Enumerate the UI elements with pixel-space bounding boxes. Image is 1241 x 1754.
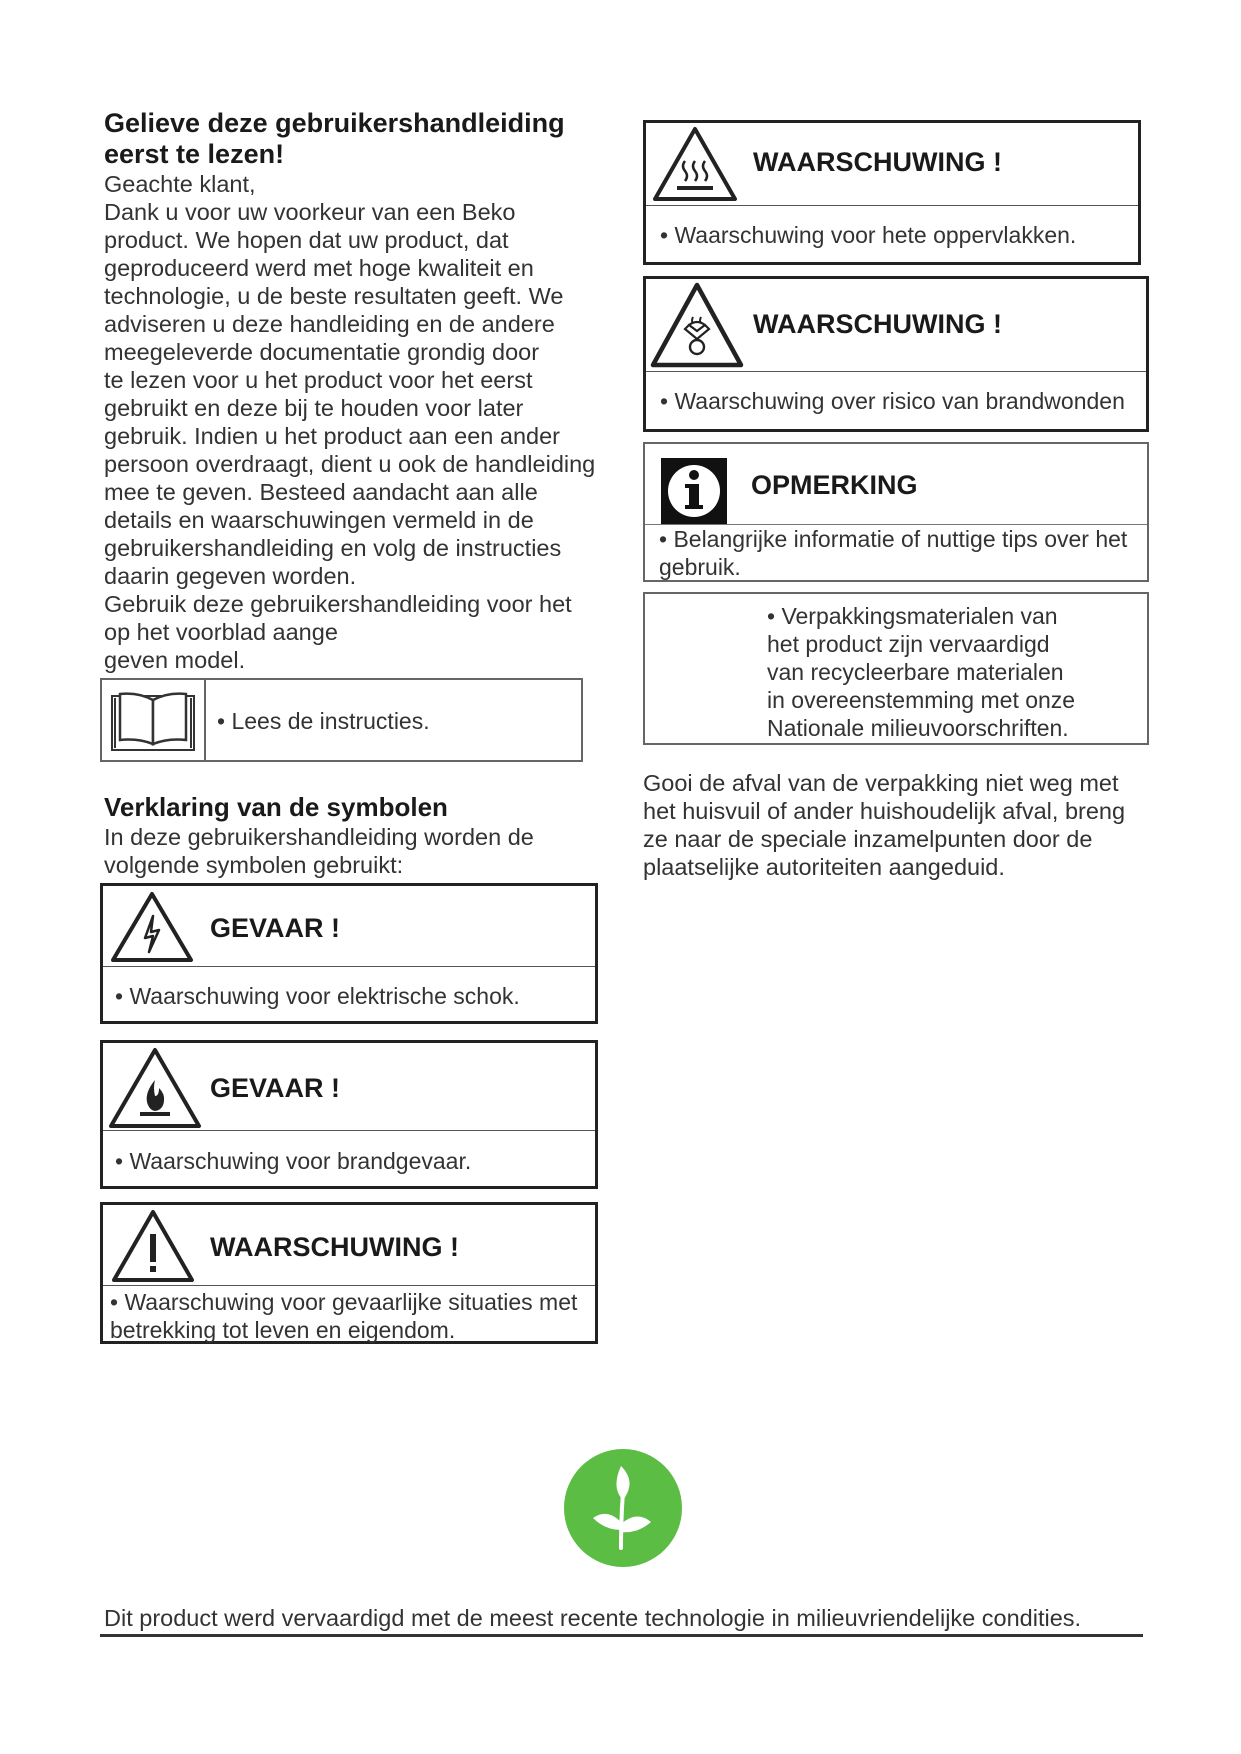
intro-line: gebruikt en deze bij te houden voor later — [104, 395, 524, 421]
recycle-line: het product zijn vervaardigd — [767, 631, 1050, 657]
note-box — [643, 442, 1149, 582]
box-title: OPMERKING — [751, 470, 918, 500]
recycle-line: van recycleerbare materialen — [767, 659, 1064, 685]
intro-line: mee te geven. Besteed aandacht aan alle — [104, 479, 538, 505]
box-desc: • Waarschuwing voor hete oppervlakken. — [660, 222, 1077, 248]
intro-line: technologie, u de beste resultaten geeft. We — [104, 283, 564, 309]
hot-surface-icon — [651, 125, 739, 203]
intro-line: Dank u voor uw voorkeur van een Beko — [104, 199, 516, 225]
symbols-section — [104, 792, 614, 879]
box-desc: • Waarschuwing over risico van brandwonden — [660, 388, 1125, 414]
info-icon — [661, 458, 727, 524]
danger-electric-box — [100, 883, 598, 1024]
recycle-line: in overeenstemming met onze — [767, 687, 1076, 713]
book-icon-cell — [102, 680, 206, 760]
electric-warning-icon — [109, 890, 195, 964]
intro-line: Gebruik deze gebruikershandleiding voor het — [104, 591, 572, 617]
box-title: GEVAAR ! — [210, 1073, 341, 1103]
read-instructions-box — [100, 678, 583, 762]
box-desc-line: • Belangrijke informatie of nuttige tips over het — [659, 526, 1128, 552]
box-desc-line: betrekking tot leven en eigendom. — [110, 1317, 456, 1343]
fire-warning-icon — [107, 1046, 203, 1130]
intro-line: geven model. — [104, 647, 246, 673]
intro-body — [104, 170, 614, 674]
disposal-line: plaatselijke autoriteiten aangeduid. — [643, 854, 1005, 880]
box-title: GEVAAR ! — [210, 913, 341, 943]
intro-heading-line: Gelieve deze gebruikershandleiding — [104, 108, 565, 138]
book-icon — [110, 688, 196, 752]
intro-line: adviseren u deze handleiding en de andere — [104, 311, 555, 337]
box-desc: • Waarschuwing voor brandgevaar. — [115, 1148, 472, 1174]
box-title: WAARSCHUWING ! — [753, 147, 1002, 177]
disposal-line: Gooi de afval van de verpakking niet weg met — [643, 770, 1119, 796]
warning-hot-surface-box — [643, 120, 1141, 265]
intro-line: op het voorblad aange — [104, 619, 338, 645]
recycle-text — [767, 602, 1075, 742]
intro-section — [104, 108, 614, 674]
box-desc-line: gebruik. — [659, 554, 741, 580]
disposal-line: ze naar de speciale inzamelpunten door de — [643, 826, 1093, 852]
intro-line: geproduceerd werd met hoge kwaliteit en — [104, 255, 534, 281]
box-desc-line: • Waarschuwing voor gevaarlijke situaties met — [110, 1289, 578, 1315]
symbols-intro-line: In deze gebruikershandleiding worden de — [104, 824, 534, 850]
symbols-intro — [104, 823, 614, 879]
intro-line: meegeleverde documentatie grondig door — [104, 339, 540, 365]
warning-burn-box — [643, 276, 1149, 432]
box-desc — [659, 525, 1127, 581]
intro-line: product. We hopen dat uw product, dat — [104, 227, 509, 253]
intro-heading-line: eerst te lezen! — [104, 139, 285, 169]
recycle-box — [643, 592, 1149, 745]
box-title: WAARSCHUWING ! — [753, 309, 1002, 339]
disposal-paragraph — [643, 769, 1153, 881]
intro-line: daarin gegeven worden. — [104, 563, 357, 589]
danger-fire-box — [100, 1040, 598, 1189]
burn-warning-icon — [649, 281, 745, 369]
recycle-line: Nationale milieuvoorschriften. — [767, 715, 1069, 741]
recycle-line: • Verpakkingsmaterialen van — [767, 603, 1058, 629]
eco-leaf-icon — [563, 1448, 683, 1568]
box-desc — [110, 1288, 577, 1344]
intro-line: te lezen voor u het product voor het eerst — [104, 367, 533, 393]
warning-general-box — [100, 1202, 598, 1344]
disposal-line: het huisvuil of ander huishoudelijk afval, breng — [643, 798, 1126, 824]
box-desc: • Waarschuwing voor elektrische schok. — [115, 983, 520, 1009]
general-warning-icon — [110, 1208, 196, 1284]
symbols-heading: Verklaring van de symbolen — [104, 792, 448, 822]
intro-line: persoon overdraagt, dient u ook de handleiding — [104, 451, 596, 477]
intro-line: details en waarschuwingen vermeld in de — [104, 507, 534, 533]
intro-line: gebruikershandleiding en volg de instructies — [104, 535, 562, 561]
intro-line: gebruik. Indien u het product aan een ander — [104, 423, 560, 449]
intro-heading — [104, 108, 614, 170]
footer-rule — [100, 1634, 1143, 1637]
symbols-intro-line: volgende symbolen gebruikt: — [104, 852, 404, 878]
footer-text: Dit product werd vervaardigd met de meest recente technologie in milieuvriendelijke condities. — [104, 1605, 1082, 1631]
box-title: WAARSCHUWING ! — [210, 1232, 459, 1262]
read-instructions-text: • Lees de instructies. — [217, 708, 430, 734]
intro-line: Geachte klant, — [104, 171, 256, 197]
